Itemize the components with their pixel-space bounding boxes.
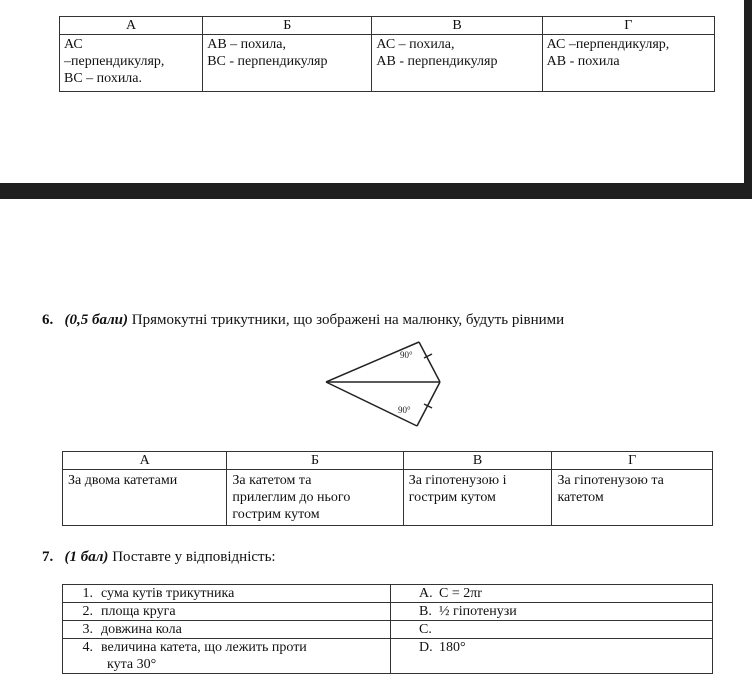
option-a-line-2: –перпендикуляр, [64,54,165,69]
right-item-c [391,621,713,639]
option-b-line-2: прилеглим до нього [232,490,351,505]
answer-table-q5 [59,16,715,92]
left-item-3 [63,621,391,639]
option-v-line-2: АВ - перпендикуляр [376,54,498,69]
triangles-figure [318,336,448,432]
option-b [227,470,403,526]
question-7 [42,549,276,566]
upper-short-leg [419,342,440,382]
answer-table-q6 [62,451,713,526]
option-g [542,35,714,92]
item-letter: D. [419,640,433,655]
item-number: 1. [82,586,93,601]
right-item-a [391,585,713,603]
option-b [203,35,372,92]
option-v-line-1: АС – похила, [376,37,455,52]
option-a-line-3: ВС – похила. [64,71,143,86]
option-b-line-2: ВС - перпендикуляр [207,54,328,69]
option-g-line-2: катетом [557,490,604,505]
angle-label-top: 90° [400,350,413,360]
table-row [60,35,715,92]
right-item-b [391,603,713,621]
header-a: А [60,17,203,35]
option-g-line-2: АВ - похила [546,54,620,69]
left-item-2 [63,603,391,621]
header-g: Г [552,452,713,470]
matching-table-q7 [62,584,713,674]
question-text: Прямокутні трикутники, що зображені на малюнку, будуть рівними [131,312,565,328]
item-number: 2. [82,604,93,619]
table-row [63,470,713,526]
option-v-line-1: За гіпотенузою і [408,473,507,488]
item-text-line-2: кута 30° [107,657,157,672]
option-v [372,35,542,92]
table-row [63,621,713,639]
question-points: (1 бал) [64,549,109,565]
option-b-line-1: АВ – похила, [207,37,287,52]
lower-short-leg [417,382,440,426]
header-b: Б [203,17,372,35]
lower-leg [326,382,417,426]
option-g-line-1: За гіпотенузою та [557,473,664,488]
item-text: величина катета, що лежить проти [101,640,307,655]
angle-label-bottom: 90° [398,405,411,415]
left-item-1 [63,585,391,603]
question-text: Поставте у відповідність: [112,549,276,565]
header-v: В [403,452,552,470]
table-row [63,585,713,603]
option-b-line-3: гострим кутом [232,507,320,522]
option-a-line-1: За двома катетами [68,473,178,488]
upper-leg [326,342,419,382]
table-header-row [60,17,715,35]
header-b: Б [227,452,403,470]
item-letter: B. [419,604,432,619]
item-number: 4. [82,640,93,655]
item-text: площа круга [101,604,176,619]
right-item-d [391,639,713,674]
item-text: ½ гіпотенузи [439,604,517,619]
item-letter: A. [419,586,433,601]
option-a [60,35,203,92]
table-header-row [63,452,713,470]
table-row [63,603,713,621]
item-text: довжина кола [101,622,182,637]
question-points: (0,5 бали) [64,312,129,328]
question-number: 6. [42,312,54,328]
option-g [552,470,713,526]
header-a: А [63,452,227,470]
option-a [63,470,227,526]
left-item-4 [63,639,391,674]
question-number: 7. [42,549,54,565]
option-b-line-1: За катетом та [232,473,312,488]
item-text: C = 2πr [439,586,482,601]
item-number: 3. [82,622,93,637]
header-g: Г [542,17,714,35]
option-a-line-1: АС [64,37,83,52]
question-6 [42,312,564,329]
page-separator-band [0,183,752,199]
table-row [63,639,713,674]
header-v: В [372,17,542,35]
item-text: 180° [439,640,466,655]
option-g-line-1: АС –перпендикуляр, [546,37,670,52]
option-v [403,470,552,526]
item-text: сума кутів трикутника [101,586,235,601]
page-edge-shadow [744,0,752,199]
item-letter: C. [419,622,432,637]
option-v-line-2: гострим кутом [408,490,496,505]
